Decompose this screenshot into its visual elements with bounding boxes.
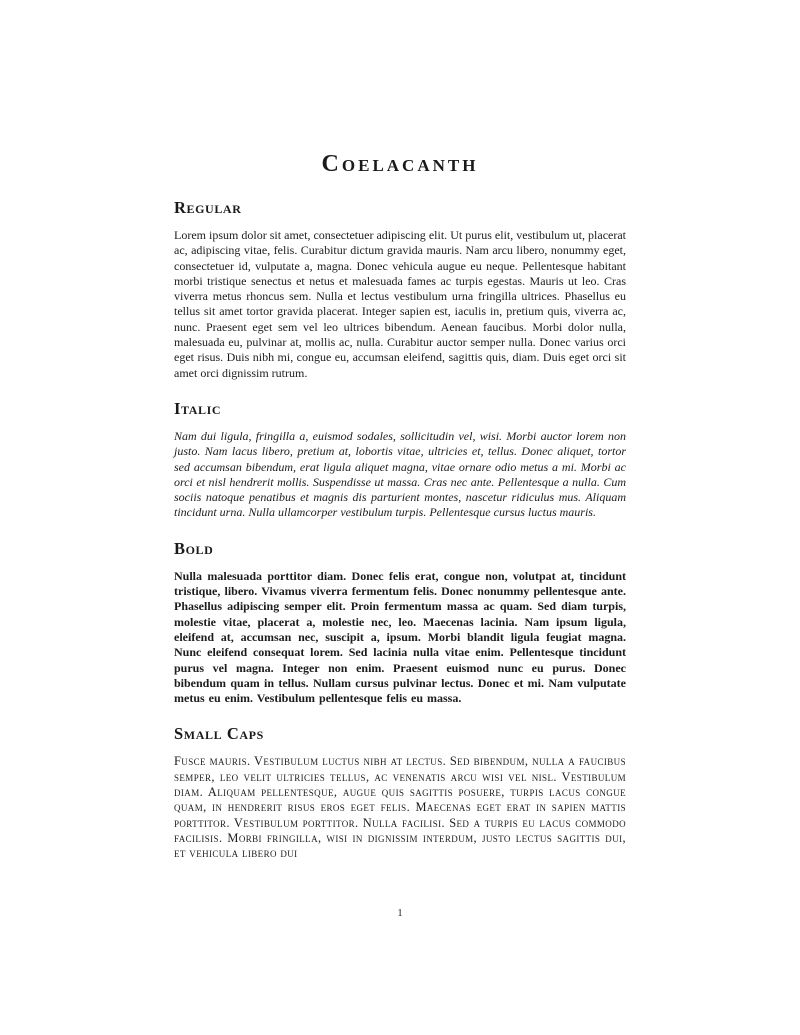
specimen-paragraph-bold: Nulla malesuada porttitor diam. Donec felis erat, congue non, volutpat at, tincidunt tristique, libero. Vivamus viverra fermentum felis. Donec nonummy pellentesque ante. Phasellus adipiscing semper elit. Proin fermentum massa ac quam. Sed diam turpis, molestie vitae, placerat a, molestie nec, leo. Maecenas lacinia. Nam ipsum ligula, eleifend at, accumsan nec, suscipit a, ipsum. Morbi blandit ligula feugiat magna. Nunc eleifend consequat lorem. Sed lacinia nulla vitae enim. Pellentesque tincidunt purus vel magna. Integer non enim. Praesent euismod nunc eu purus. Donec bibendum quam in tellus. Nullam cursus pulvinar lectus. Donec et mi. Nam vulputate metus eu enim. Vestibulum pellentesque felis eu massa.: [174, 568, 626, 706]
section-heading-italic: Italic: [174, 398, 222, 418]
section-bold: [174, 539, 626, 707]
section-heading-bold: Bold: [174, 538, 214, 558]
page-title: Coelacanth: [321, 151, 479, 177]
page-number: 1: [397, 907, 403, 919]
specimen-paragraph-regular: Lorem ipsum dolor sit amet, consectetuer adipiscing elit. Ut purus elit, vestibulum ut, placerat ac, adipiscing vitae, felis. Curabitur dictum gravida mauris. Nam arcu libero, nonummy eget, consectetuer id, vulputate a, magna. Donec vehicula augue eu neque. Pellentesque habitant morbi tristique senectus et netus et malesuada fames ac turpis egestas. Mauris ut leo. Cras viverra metus rhoncus sem. Nulla et lectus vestibulum urna fringilla ultrices. Phasellus eu tellus sit amet tortor gravida placerat. Integer sapien est, iaculis in, pretium quis, viverra ac, nunc. Praesent eget sem vel leo ultrices bibendum. Aenean faucibus. Morbi dolor nulla, malesuada eu, pulvinar at, mollis ac, nulla. Curabitur auctor semper nulla. Donec varius orci eget risus. Duis nibh mi, congue eu, accumsan eleifend, sagittis quis, diam. Duis eget orci sit amet orci dignissim rutrum.: [174, 228, 626, 380]
specimen-paragraph-small-caps: Fusce mauris. Vestibulum luctus nibh at lectus. Sed bibendum, nulla a faucibus semper, leo velit ultricies tellus, ac venenatis arcu wisi vel nisl. Vestibulum diam. Aliquam pellentesque, augue quis sagittis posuere, turpis lacus congue quam, in hendrerit risus eros eget felis. Maecenas eget erat in sapien mattis porttitor. Vestibulum porttitor. Nulla facilisi. Sed a turpis eu lacus commodo facilisis. Morbi fringilla, wisi in dignissim interdum, justo lectus sagittis dui, et vehicula libero dui: [174, 754, 626, 861]
specimen-paragraph-italic: Nam dui ligula, fringilla a, euismod sodales, sollicitudin vel, wisi. Morbi auctor lorem non justo. Nam lacus libero, pretium at, lobortis vitae, ultricies et, tellus. Donec aliquet, tortor sed accumsan bibendum, erat ligula aliquet magna, vitae ornare odio metus a mi. Morbi ac orci et nisl hendrerit mollis. Suspendisse ut massa. Cras nec ante. Pellentesque a nulla. Cum sociis natoque penatibus et magnis dis parturient montes, nascetur ridiculus mus. Aliquam tincidunt urna. Nulla ullamcorper vestibulum turpis. Pellentesque cursus luctus mauris.: [174, 428, 626, 520]
section-regular: [174, 198, 626, 381]
section-heading-small-caps: Small Caps: [174, 724, 264, 744]
section-italic: [174, 399, 626, 521]
section-small-caps: [174, 724, 626, 861]
text-block: [174, 0, 626, 862]
section-heading-regular: Regular: [174, 198, 242, 217]
